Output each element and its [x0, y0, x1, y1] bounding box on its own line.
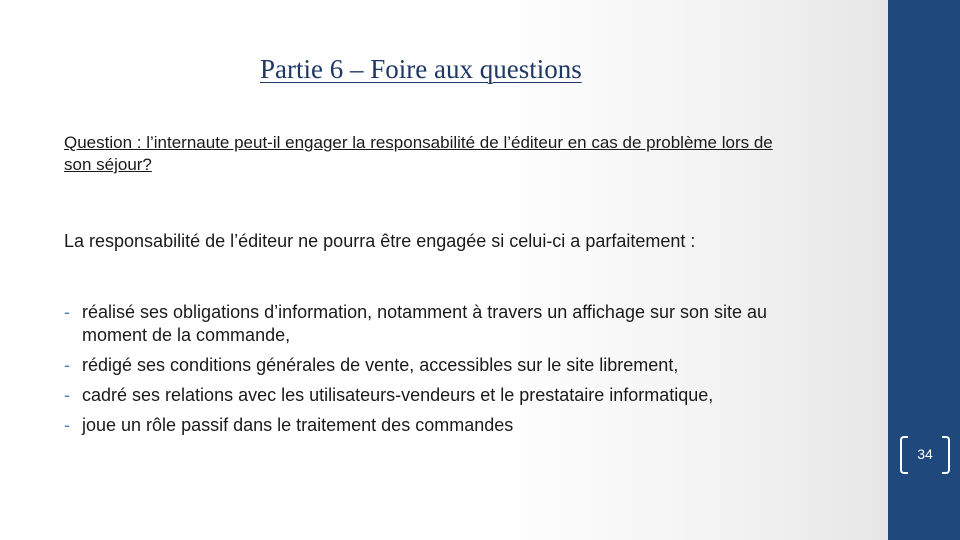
intro-text: La responsabilité de l’éditeur ne pourra être engagée si celui-ci a parfaitement : — [64, 231, 696, 251]
question-text: Question : l’internaute peut-il engager la responsabilité de l’éditeur en cas de problème lors de son séjour? — [64, 133, 773, 174]
bullet-item — [64, 414, 824, 437]
page-number-badge — [898, 436, 952, 472]
bullet-dash: - — [64, 302, 70, 322]
bullet-dash: - — [64, 415, 70, 435]
bullet-text: rédigé ses conditions générales de vente, accessibles sur le site librement, — [82, 355, 679, 375]
bullet-dash: - — [64, 355, 70, 375]
bullet-item — [64, 354, 824, 377]
bullet-item — [64, 301, 824, 347]
slide-title: Partie 6 – Foire aux questions — [260, 54, 582, 84]
page-number: 34 — [917, 446, 933, 462]
bullet-list — [64, 301, 824, 444]
bullet-text: joue un rôle passif dans le traitement des commandes — [82, 415, 514, 435]
bullet-item — [64, 384, 824, 407]
bullet-text: cadré ses relations avec les utilisateurs-vendeurs et le prestataire informatique, — [82, 385, 714, 405]
bullet-dash: - — [64, 385, 70, 405]
bullet-text: réalisé ses obligations d’information, notamment à travers un affichage sur son site au moment de la commande, — [82, 302, 768, 345]
